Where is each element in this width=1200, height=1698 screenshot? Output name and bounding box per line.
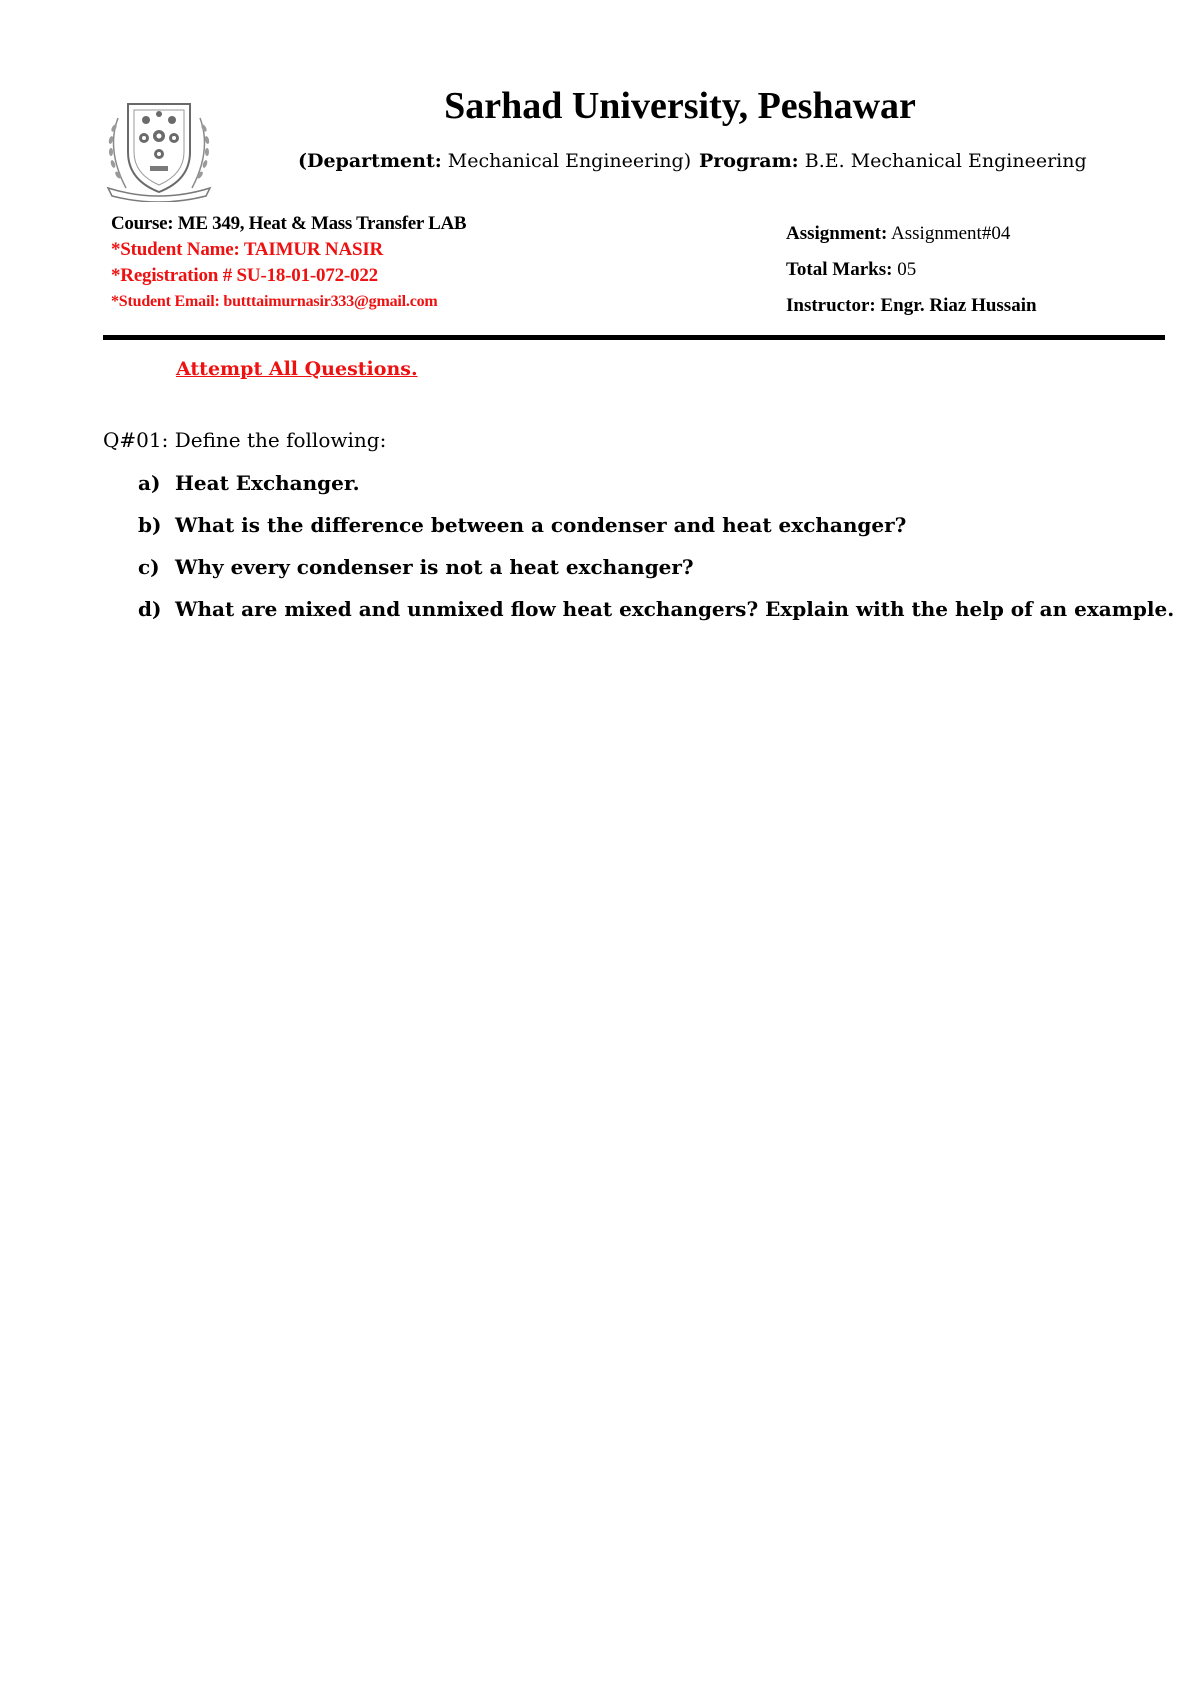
department-label: (Department:	[298, 150, 442, 172]
list-marker: a)	[138, 471, 161, 495]
student-name-line: *Student Name: TAIMUR NASIR	[111, 239, 384, 260]
university-title: Sarhad University, Peshawar	[444, 85, 916, 127]
question-list	[138, 470, 1174, 638]
total-marks-value: 05	[892, 259, 917, 280]
list-item	[138, 554, 1174, 596]
total-marks-line	[786, 257, 1037, 293]
list-item	[138, 470, 1174, 512]
list-item-text: Why every condenser is not a heat exchanger?	[175, 555, 694, 579]
list-item	[138, 512, 1174, 554]
assignment-label: Assignment:	[786, 223, 888, 244]
course-line: Course: ME 349, Heat & Mass Transfer LAB	[111, 213, 467, 234]
registration-line: *Registration # SU-18-01-072-022	[111, 265, 378, 286]
list-item	[138, 596, 1174, 638]
list-item-text: Heat Exchanger.	[175, 471, 360, 495]
total-marks-label: Total Marks:	[786, 259, 893, 280]
department-line	[298, 149, 691, 173]
program-value: B.E. Mechanical Engineering	[798, 150, 1087, 172]
list-marker: c)	[138, 555, 160, 579]
instructor-label: Instructor:	[786, 295, 876, 316]
assignment-line	[786, 221, 1037, 257]
student-email-line: *Student Email: butttaimurnasir333@gmail.com	[111, 293, 438, 310]
question-title: Q#01: Define the following:	[103, 428, 387, 452]
assignment-value: Assignment#04	[887, 223, 1011, 244]
list-marker: d)	[138, 597, 162, 621]
program-line	[699, 149, 1087, 173]
university-crest-icon	[100, 100, 218, 202]
instructions-text: Attempt All Questions.	[176, 358, 418, 380]
department-value: Mechanical Engineering)	[441, 150, 692, 172]
program-label: Program:	[699, 150, 799, 172]
instructor-line	[786, 293, 1037, 329]
list-item-text: What is the difference between a condenser and heat exchanger?	[175, 513, 907, 537]
list-item-text: What are mixed and unmixed flow heat exchangers? Explain with the help of an example.	[175, 597, 1175, 621]
list-marker: b)	[138, 513, 162, 537]
instructor-value: Engr. Riaz Hussain	[875, 295, 1037, 316]
assignment-info-block	[786, 221, 1037, 329]
student-info-block	[111, 211, 466, 315]
header-divider	[103, 335, 1165, 340]
